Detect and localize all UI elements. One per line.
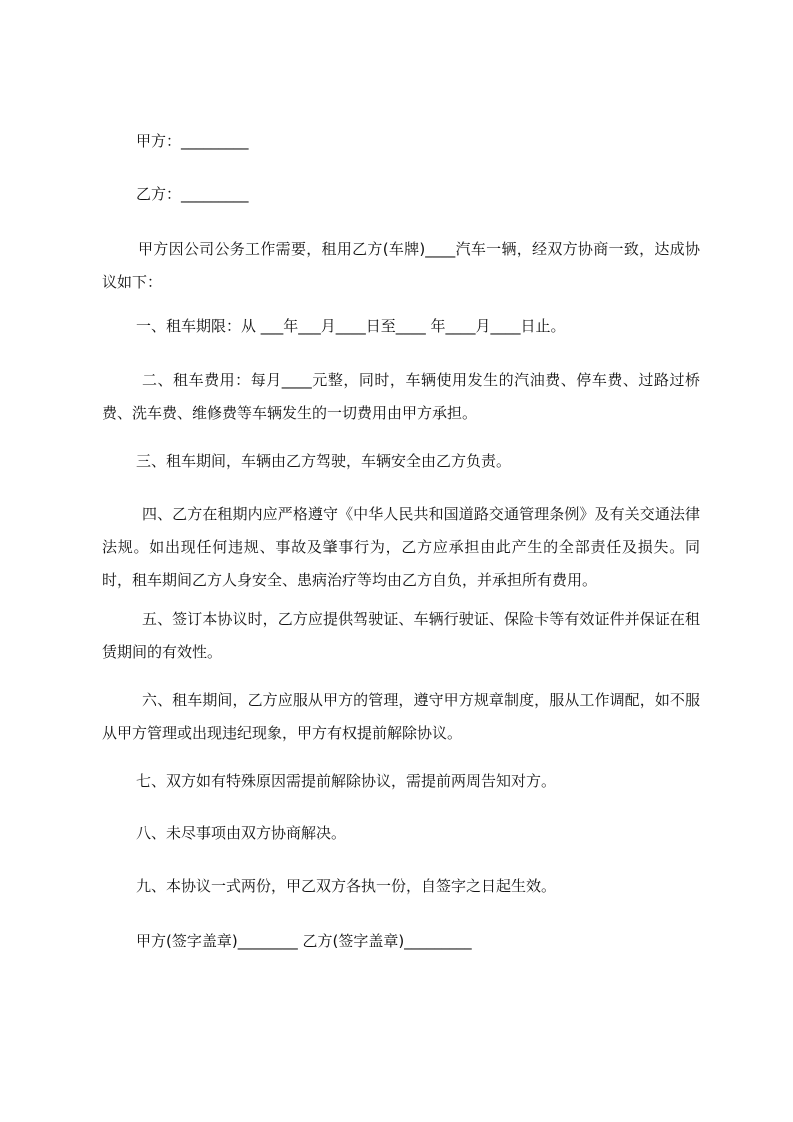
party-b-line: 乙方：_________ bbox=[136, 185, 249, 203]
clause-9: 九、本协议一式两份，甲乙双方各执一份，自签字之日起生效。 bbox=[136, 877, 557, 895]
clause-6: 六、租车期间，乙方应服从甲方的管理，遵守甲方规章制度，服从工作调配，如不服从甲方管理或出现违纪现象，甲方有权提前解除协议。 bbox=[102, 691, 700, 742]
clause-4: 四、乙方在租期内应严格遵守《中华人民共和国道路交通管理条例》及有关交通法律法规。如出现任何违规、事故及肇事行为，乙方应承担由此产生的全部责任及损失。同时，租车期间乙方人身安全、患病治疗等均由乙方自负，并承担所有费用。 bbox=[102, 505, 700, 589]
clause-1: 一、租车期限：从 ___年___月____日至____ 年____月____日止。 bbox=[136, 317, 566, 335]
intro-paragraph: 甲方因公司公务工作需要，租用乙方(车牌)____汽车一辆，经双方协商一致，达成协议如下： bbox=[102, 240, 700, 291]
clause-5: 五、签订本协议时，乙方应提供驾驶证、车辆行驶证、保险卡等有效证件并保证在租赁期间的有效性。 bbox=[102, 610, 700, 661]
party-a-line: 甲方：_________ bbox=[136, 132, 249, 150]
signature-line: 甲方(签字盖章)________ 乙方(签字盖章)_________ bbox=[136, 932, 472, 950]
clause-7: 七、双方如有特殊原因需提前解除协议，需提前两周告知对方。 bbox=[136, 772, 557, 790]
clause-2: 二、租车费用：每月____元整，同时，车辆使用发生的汽油费、停车费、过路过桥费、洗车费、维修费等车辆发生的一切费用由甲方承担。 bbox=[102, 371, 700, 422]
clause-3: 三、租车期间，车辆由乙方驾驶，车辆安全由乙方负责。 bbox=[136, 452, 512, 470]
clause-8: 八、未尽事项由双方协商解决。 bbox=[136, 824, 347, 842]
